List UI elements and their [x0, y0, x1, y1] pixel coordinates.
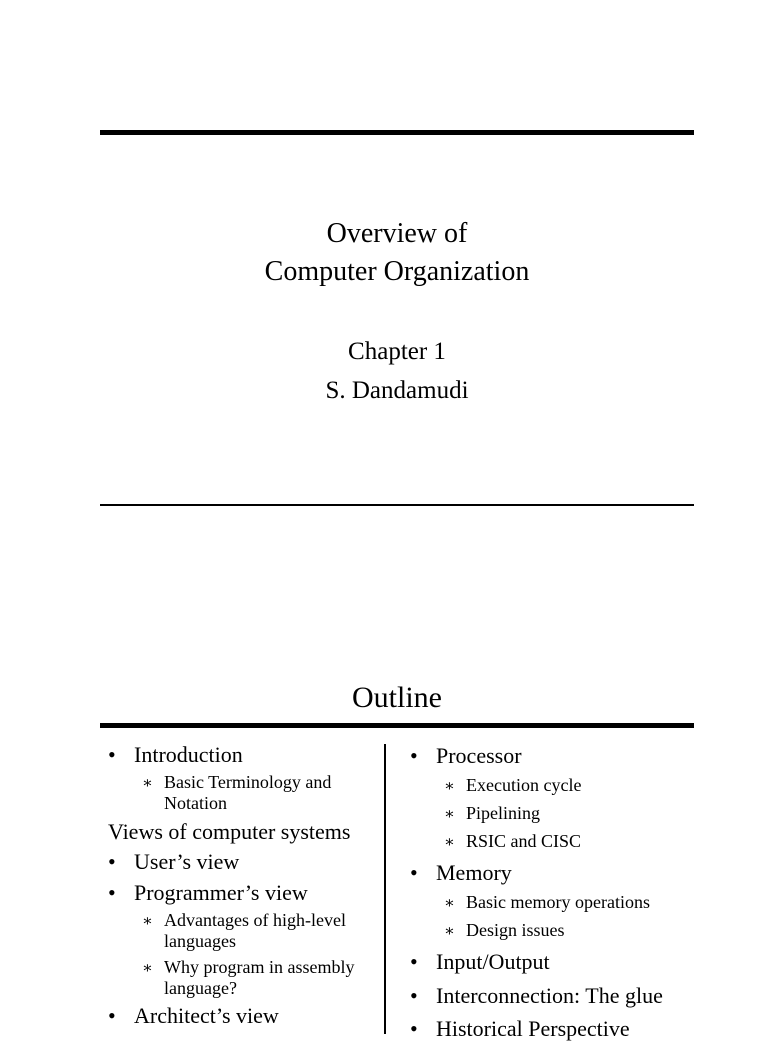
- list-item-memory: [410, 860, 512, 886]
- sub-item-why-assembly: [142, 957, 355, 978]
- sub-item-label: Notation: [164, 793, 227, 813]
- list-item-users-view: [108, 849, 240, 875]
- list-item-label: User’s view: [134, 849, 240, 874]
- list-item-processor: [410, 743, 522, 769]
- bullet-icon: •: [108, 742, 116, 767]
- sub-item-label: languages: [164, 931, 236, 951]
- sub-item-label: Advantages of high-level: [164, 910, 346, 930]
- sub-item-label: Pipelining: [466, 803, 541, 823]
- list-item-input-output: [410, 949, 550, 975]
- bullet-icon: •: [108, 1003, 116, 1028]
- sub-item-pipelining: [444, 803, 541, 824]
- author-name: S. Dandamudi: [325, 377, 469, 404]
- sub-bullet-icon: ∗: [142, 775, 153, 792]
- list-item-label: Programmer’s view: [134, 880, 308, 905]
- list-item-historical: [410, 1016, 630, 1042]
- sub-item-basic-memory-ops: [444, 892, 650, 913]
- list-item-introduction: [108, 742, 243, 768]
- sub-item-advantages-cont: [164, 931, 236, 952]
- bullet-icon: •: [410, 1016, 418, 1041]
- sub-item-label: RSIC and CISC: [466, 831, 582, 851]
- title-line-2: Computer Organization: [264, 256, 530, 287]
- sub-item-label: language?: [164, 978, 237, 998]
- list-item-label: Processor: [436, 743, 522, 768]
- list-item-label: Input/Output: [436, 949, 550, 974]
- bullet-icon: •: [410, 743, 418, 768]
- sub-item-design-issues: [444, 920, 565, 941]
- bullet-icon: •: [108, 849, 116, 874]
- bullet-icon: •: [108, 880, 116, 905]
- sub-bullet-icon: ∗: [142, 913, 153, 930]
- sub-item-label: Design issues: [466, 920, 565, 940]
- sub-item-terminology: [142, 772, 332, 793]
- chapter-label: Chapter 1: [348, 338, 446, 365]
- sub-item-terminology-cont: [164, 793, 227, 814]
- sub-item-why-assembly-cont: [164, 978, 237, 999]
- sub-item-rsic-cisc: [444, 831, 582, 852]
- sub-bullet-icon: ∗: [444, 895, 455, 912]
- column-divider: [384, 744, 386, 1034]
- list-item-interconnection: [410, 983, 663, 1009]
- views-heading: Views of computer systems: [108, 819, 351, 844]
- sub-bullet-icon: ∗: [444, 806, 455, 823]
- sub-bullet-icon: ∗: [444, 834, 455, 851]
- list-item-label: Historical Perspective: [436, 1016, 630, 1041]
- outline-title: Outline: [352, 681, 442, 714]
- sub-item-advantages: [142, 910, 346, 931]
- outline-thick-rule: [100, 723, 694, 728]
- sub-item-execution-cycle: [444, 775, 582, 796]
- sub-bullet-icon: ∗: [444, 923, 455, 940]
- sub-item-label: Basic memory operations: [466, 892, 650, 912]
- top-thick-rule: [100, 130, 694, 135]
- list-item-label: Introduction: [134, 742, 243, 767]
- bullet-icon: •: [410, 949, 418, 974]
- title-line-1: Overview of: [326, 218, 468, 249]
- sub-bullet-icon: ∗: [142, 960, 153, 977]
- list-item-programmers-view: [108, 880, 308, 906]
- sub-item-label: Why program in assembly: [164, 957, 355, 977]
- sub-item-label: Execution cycle: [466, 775, 582, 795]
- list-item-label: Architect’s view: [134, 1003, 279, 1028]
- list-item-label: Interconnection: The glue: [436, 983, 663, 1008]
- sub-item-label: Basic Terminology and: [164, 772, 332, 792]
- slide1-bottom-rule: [100, 504, 694, 506]
- bullet-icon: •: [410, 860, 418, 885]
- sub-bullet-icon: ∗: [444, 778, 455, 795]
- list-item-label: Memory: [436, 860, 512, 885]
- list-item-architects-view: [108, 1003, 279, 1029]
- bullet-icon: •: [410, 983, 418, 1008]
